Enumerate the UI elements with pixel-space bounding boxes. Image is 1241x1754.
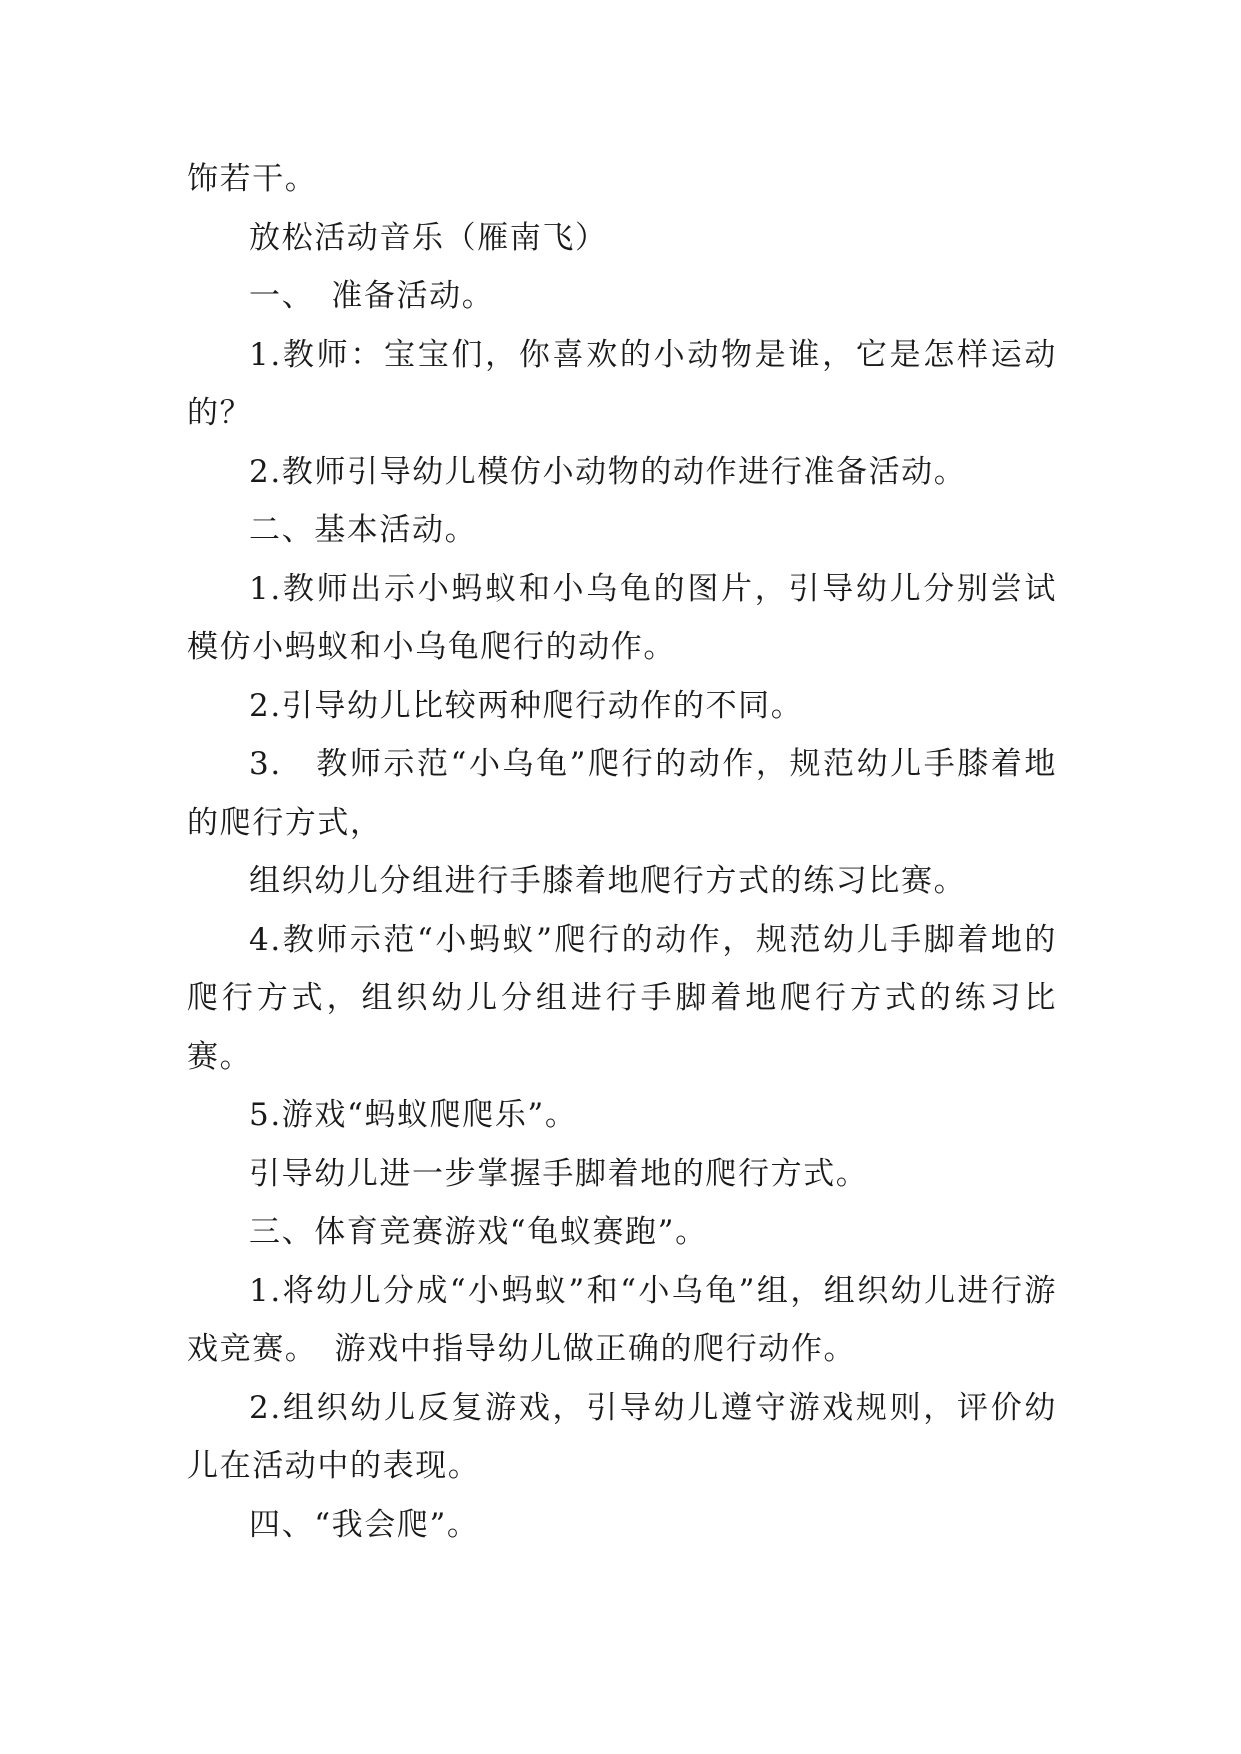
paragraph-6: 二、基本活动。 [249, 512, 478, 548]
paragraph-13: 引导幼儿进一步掌握手脚着地的爬行方式。 [249, 1155, 869, 1192]
paragraph-5: 2.教师引导幼儿模仿小动物的动作进行准备活动。 [249, 453, 967, 490]
paragraph-15: 1.将幼儿分成“小蚂蚁”和“小乌龟”组，组织幼儿进行游戏竞赛。 游戏中指导幼儿做正确的爬行动作。 [187, 1272, 1057, 1367]
paragraph-1: 饰若干。 [187, 161, 318, 197]
paragraph-7: 1.教师出示小蚂蚁和小乌龟的图片，引导幼儿分别尝试模仿小蚂蚁和小乌龟爬行的动作。 [187, 570, 1057, 665]
paragraph-12: 5.游戏“蚂蚁爬爬乐”。 [249, 1097, 578, 1133]
paragraph-10: 组织幼儿分组进行手膝着地爬行方式的练习比赛。 [249, 863, 967, 899]
paragraph-8: 2.引导幼儿比较两种爬行动作的不同。 [249, 687, 804, 724]
paragraph-16: 2.组织幼儿反复游戏，引导幼儿遵守游戏规则，评价幼儿在活动中的表现。 [187, 1389, 1057, 1484]
paragraph-3: 一、 准备活动。 [249, 278, 495, 314]
paragraph-17: 四、“我会爬”。 [249, 1506, 480, 1543]
paragraph-9: 3. 教师示范“小乌龟”爬行的动作，规范幼儿手膝着地的爬行方式， [187, 746, 1057, 841]
paragraph-2: 放松活动音乐（雁南飞） [249, 219, 608, 256]
paragraph-14: 三、体育竞赛游戏“龟蚁赛跑”。 [249, 1214, 708, 1250]
document-body [187, 150, 1057, 1554]
paragraph-4: 1.教师：宝宝们，你喜欢的小动物是谁，它是怎样运动的？ [187, 336, 1057, 431]
paragraph-11: 4.教师示范“小蚂蚁”爬行的动作，规范幼儿手脚着地的爬行方式，组织幼儿分组进行手脚着地爬行方式的练习比赛。 [187, 921, 1057, 1075]
